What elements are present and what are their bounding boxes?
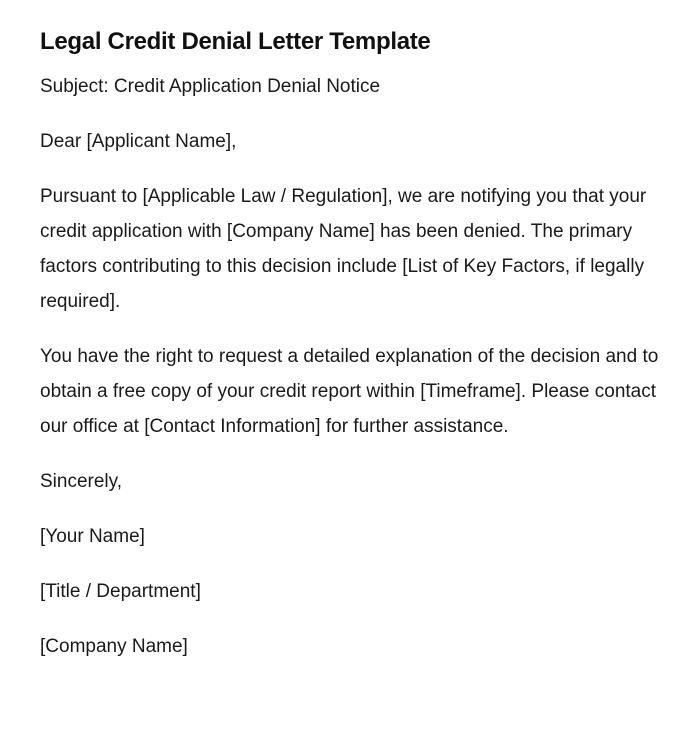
subject-line: Subject: Credit Application Denial Notice (40, 76, 381, 97)
signature-company: [Company Name] (40, 636, 188, 657)
closing: Sincerely, (40, 471, 123, 492)
signature-title: [Title / Department] (40, 581, 201, 602)
body-paragraph-2: You have the right to request a detailed explanation of the decision and to obtain a free copy of your credit report within [Timeframe]. Please contact our office at [Contact Information] for further assistance. (40, 346, 659, 437)
page-title: Legal Credit Denial Letter Template (40, 28, 431, 55)
greeting: Dear [Applicant Name], (40, 131, 237, 152)
signature-name: [Your Name] (40, 526, 145, 547)
body-paragraph-1: Pursuant to [Applicable Law / Regulation], we are notifying you that your credit application with [Company Name] has been denied. The primary factors contributing to this decision include [List of Key Factors, if legally required]. (40, 186, 647, 312)
